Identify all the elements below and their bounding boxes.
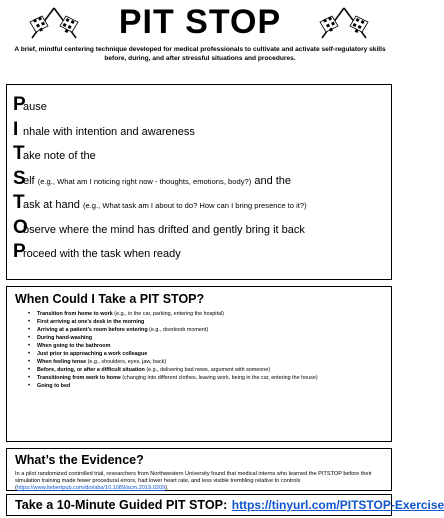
acronym-text: roceed with the task when ready [23,248,181,260]
acronym-text: nhale with intention and awareness [23,125,195,138]
acronym-letter: T [13,143,25,164]
item-rest: (changing into different clothes, leaving work, being in the car, entering the house) [120,375,318,382]
item-bold: First arriving at one’s desk in the morning [37,319,145,326]
acronym-line [13,191,385,216]
item-bold: Going to bed [37,383,71,390]
item-bold: Just prior to approaching a work colleague [37,351,148,358]
evidence-link[interactable]: https://www.liebertpub.com/doi/abs/10.1089/acm.2019.0209 [16,485,166,491]
acronym-letter: P [13,241,26,262]
evidence-link-prefix: ( [15,485,17,491]
evidence-text [15,471,383,492]
when-box [6,286,392,442]
list-item [37,374,383,382]
when-title: When Could I Take a PIT STOP? [15,292,205,306]
acronym-letter: T [13,192,25,213]
acronym-text: ause [23,101,47,113]
item-bold: When going to the bathroom [37,343,111,350]
item-bold: During hand-washing [37,335,93,342]
acronym-note: (e.g., What am I noticing right now - thoughts, emotions, body?) [37,176,252,186]
acronym-line [13,167,385,192]
item-rest: (e.g., in the car, parking, entering the hospital) [112,311,224,317]
acronym-line [13,93,385,118]
acronym-letter: S [13,167,26,189]
list-item [37,310,383,318]
acronym-letter: I [13,118,19,140]
list-item [37,326,383,334]
checkered-flag-icon [318,6,370,40]
item-bold: Transitioning from work to home [37,375,121,382]
list-item [37,358,383,366]
evidence-box [6,448,392,491]
guided-label: Take a 10-Minute Guided PIT STOP: [15,498,228,512]
subtitle-line-2: before, during, and after stressful situations and procedures. [104,55,296,62]
acronym-line [13,240,385,265]
header [0,0,400,72]
acronym-text: elf [23,174,35,187]
item-bold: Arriving at a patient’s room before entering [37,327,148,334]
acronym-letter: O [13,216,28,238]
evidence-title: What’s the Evidence? [15,453,144,467]
acronym-text: ask at hand [23,199,80,211]
list-item [37,366,383,374]
acronym-note: (e.g., What task am I about to do? How can I bring presence to it?) [82,201,307,210]
list-item [37,382,383,390]
acronym-text: bserve where the mind has drifted and gently bring it back [23,223,305,236]
list-item [37,342,383,350]
list-item [37,350,383,358]
page-title: PIT STOP [118,3,282,41]
item-bold: When feeling tense [37,359,87,366]
list-item [37,318,383,326]
guided-box [6,494,444,516]
acronym-line [13,118,385,143]
item-rest: (e.g., shoulders, eyes, jaw, back) [86,359,167,366]
acronym-tail: and the [254,174,292,187]
acronym-box [6,84,392,280]
when-list [15,310,383,390]
subtitle [14,45,386,63]
item-rest: (e.g., doorknob moment) [147,327,209,334]
acronym-line [13,216,385,241]
acronym-letter: P [13,94,26,115]
item-bold: Transition from home to work [37,311,113,317]
acronym-line [13,142,385,167]
subtitle-line-1: A brief, mindful centering technique developed for medical professionals to cultivate and activate self-regulatory skills [14,46,386,53]
acronym-text: ake note of the [23,150,96,162]
list-item [37,334,383,342]
evidence-body: In a pilot randomized controlled trial, researchers from Northwestern University found that medical interns who learned the PITSTOP before their simulation training made fewer procedural errors, had lower heart rate, and less visible trembling relative to controls [15,471,372,484]
evidence-link-suffix: ). [165,485,169,491]
guided-link[interactable]: https://tinyurl.com/PITSTOP-Exercise [231,498,444,512]
item-bold: Before, during, or after a difficult situation [37,367,145,374]
item-rest: (e.g., delivering bad news, argument with someone) [144,367,271,374]
